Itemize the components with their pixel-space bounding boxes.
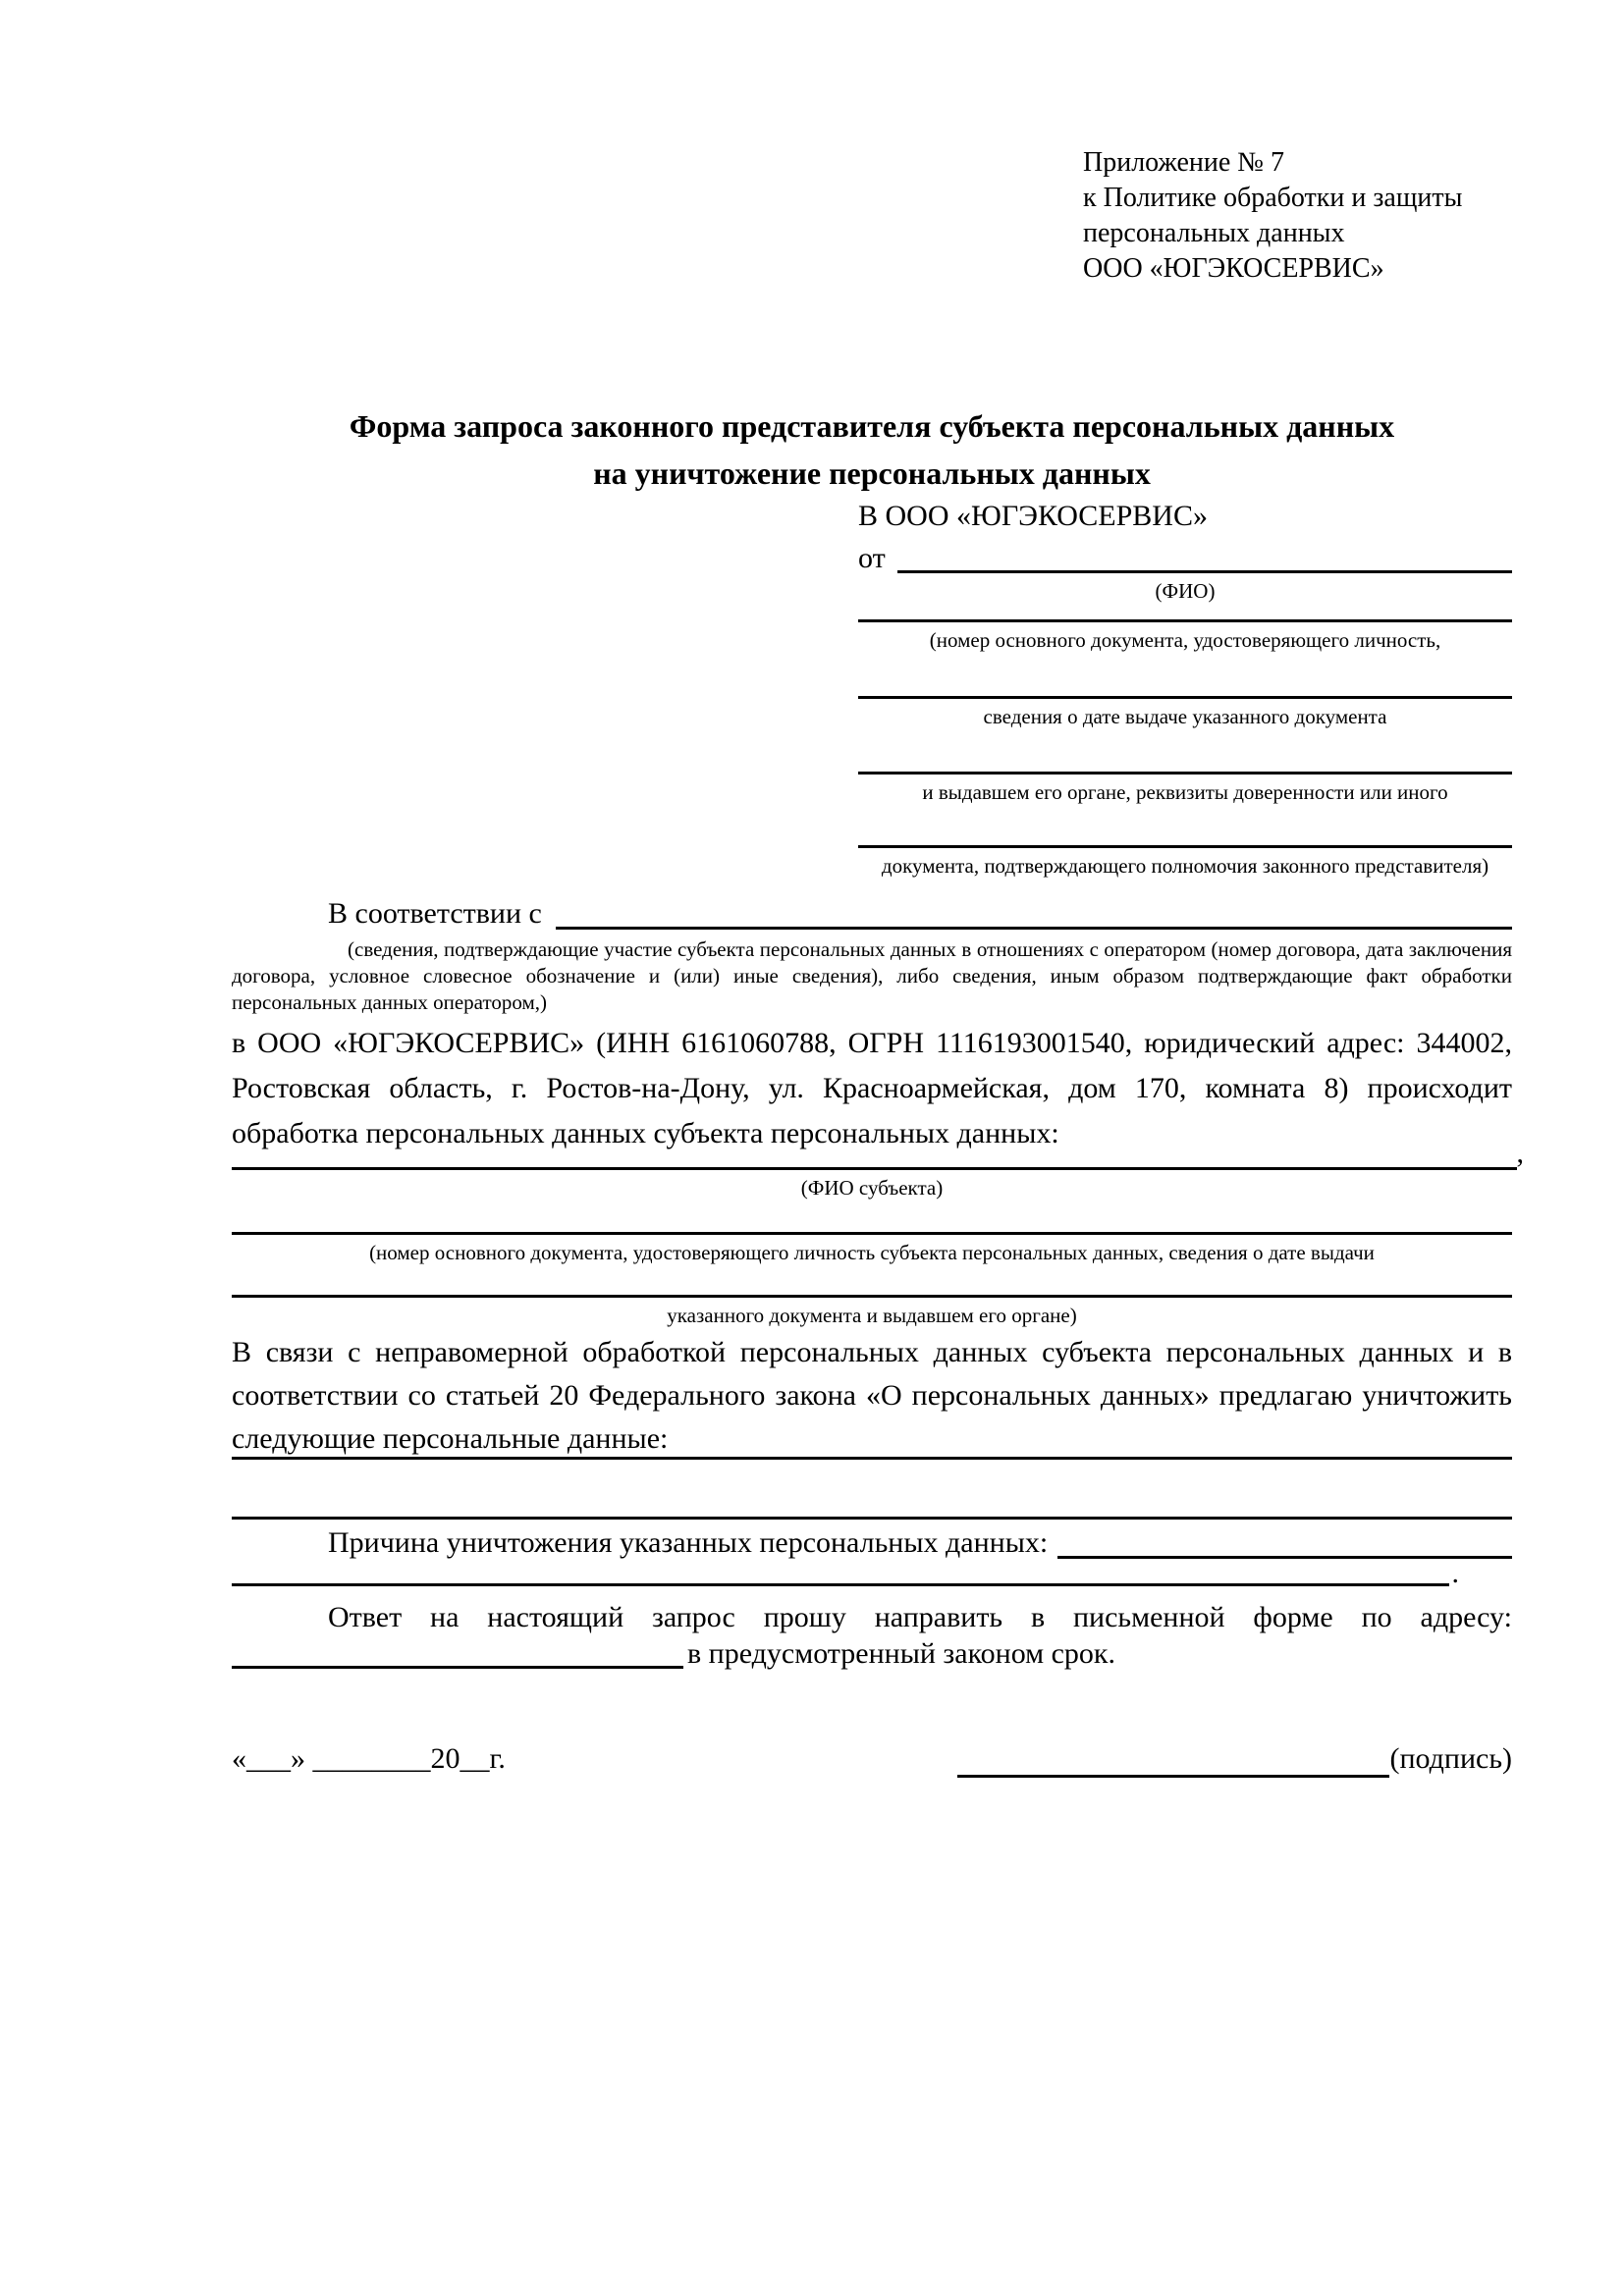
reply-address-row [232,1639,1512,1669]
reply-tail: в предусмотренный законом срок. [687,1637,1115,1670]
trailing-comma: , [1516,1137,1524,1169]
accordance-note: (сведения, подтверждающие участие субъекта персональных данных в отношениях с оператором (номер договора, дата заключения договора, условное словесное обозначение и (или) иные сведения), либо сведения, иным образом подтверждающие факт обработки персональных данных оператором,) [232,937,1512,1014]
subject-doc-caption-2: указанного документа и выдавшем его органе) [667,1304,1077,1327]
date-field[interactable]: «___» ________20__г. [232,1742,506,1775]
subject-fio-line[interactable] [232,1141,1517,1170]
form-title [232,402,1512,497]
appendix-note [1083,145,1462,287]
data-to-destroy-row-2 [232,1490,1512,1520]
appendix-note-line: персональных данных [1083,218,1345,248]
doc-number-line[interactable] [858,604,1512,622]
form-title-line2: на уничтожение персональных данных [593,455,1151,491]
signature-caption: (подпись) [1389,1742,1512,1775]
signature-line[interactable] [957,1739,1389,1778]
reply-lead: Ответ на настоящий запрос прошу направить в письменной форме по адресу: [328,1601,1512,1633]
data-to-destroy-line-1[interactable] [232,1430,1512,1460]
appendix-note-line: Приложение № 7 [1083,147,1284,178]
appendix-note-line: к Политике обработки и защиты [1083,183,1463,213]
doc-issuer-line[interactable] [858,729,1512,774]
addressee-block [858,497,1512,879]
fio-caption: (ФИО) [1155,579,1216,603]
doc-issue-date-caption: сведения о дате выдаче указанного документа [983,705,1387,728]
reason-label: Причина уничтожения указанных персональных данных: [328,1526,1049,1559]
accordance-input-line[interactable] [556,897,1512,930]
representative-fio-line[interactable] [897,544,1512,573]
operator-paragraph: в ООО «ЮГЭКОСЕРВИС» (ИНН 6161060788, ОГРН 1116193001540, юридический адрес: 344002, Ростовская область, г. Ростов-на-Дону, ул. Красноармейская, дом 170, комната 8) происходит обработка персональных данных субъекта персональных данных: [232,1027,1512,1149]
reply-address-line[interactable] [232,1639,683,1669]
demand-paragraph: В связи с неправомерной обработкой персональных данных субъекта персональных данных и в соответствии со статьей 20 Федерального закона «О персональных данных» предлагаю уничтожить следующие персональные данные: [232,1336,1512,1455]
doc-issuer-caption: и выдавшем его органе, реквизиты доверенности или иного [922,780,1448,804]
reason-row [232,1527,1512,1559]
doc-number-caption: (номер основного документа, удостоверяющего личность, [929,628,1441,652]
footer-row [232,1739,1512,1778]
reason-input-line[interactable] [1057,1527,1512,1559]
subject-fio-caption: (ФИО субъекта) [800,1176,944,1200]
doc-issue-date-line[interactable] [858,653,1512,699]
data-to-destroy-line-2[interactable] [232,1490,1512,1520]
data-to-destroy-row-1 [232,1430,1512,1460]
accordance-row [232,897,1512,930]
appendix-note-line: ООО «ЮГЭКОСЕРВИС» [1083,253,1384,284]
subject-doc-line-2[interactable] [232,1268,1512,1298]
subject-doc-row1 [232,1205,1512,1235]
form-title-line1: Форма запроса законного представителя субъекта персональных данных [349,408,1395,444]
accordance-label: В соответствии с [328,897,542,930]
reason-continuation-line[interactable] [232,1557,1449,1586]
addressee-organization: В ООО «ЮГЭКОСЕРВИС» [858,500,1208,532]
trailing-period: . [1451,1557,1459,1589]
attorney-doc-caption: документа, подтверждающего полномочия законного представителя) [881,854,1489,878]
subject-doc-caption-1: (номер основного документа, удостоверяющего личность субъекта персональных данных, сведения о дате выдачи [369,1241,1375,1264]
subject-fio-row [232,1137,1524,1170]
subject-doc-line-1[interactable] [232,1205,1512,1235]
subject-doc-row2 [232,1268,1512,1298]
attorney-doc-line[interactable] [858,805,1512,848]
from-label: от [858,542,886,574]
reason-continuation-row [232,1557,1459,1589]
